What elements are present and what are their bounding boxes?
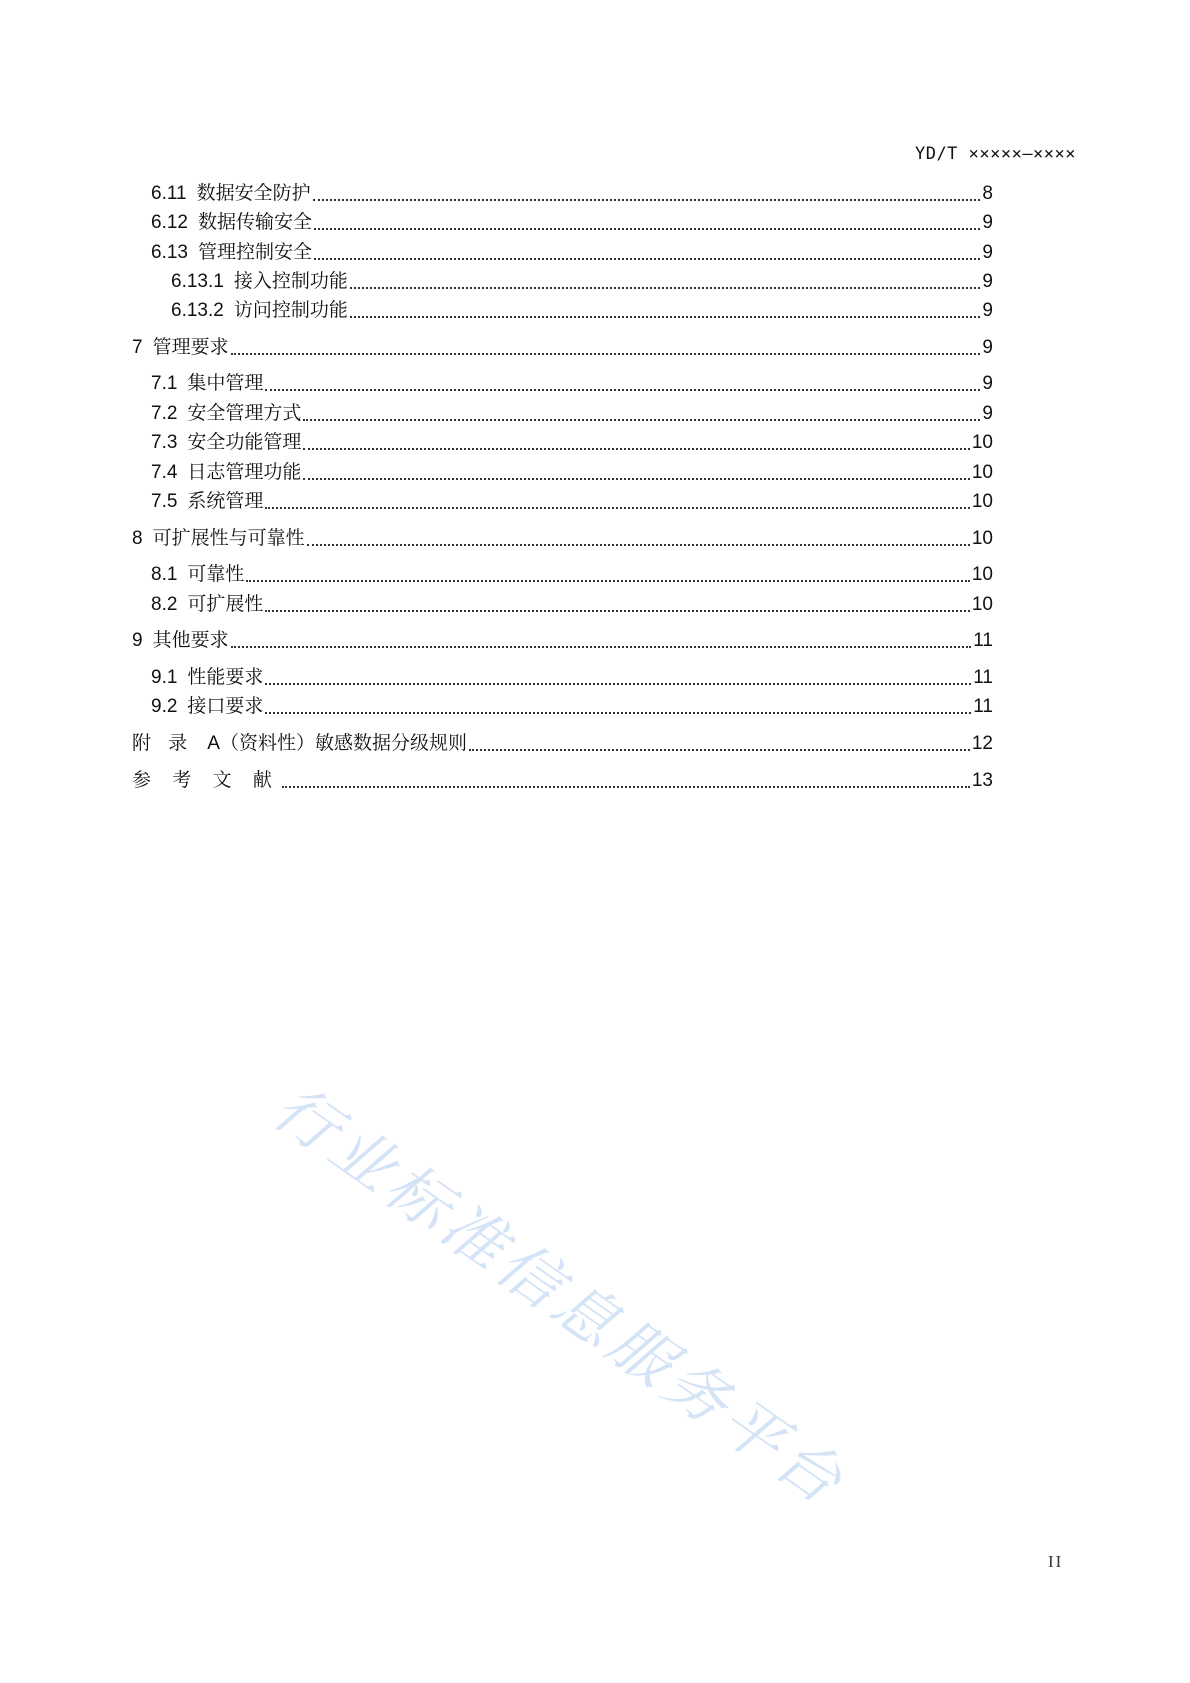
toc-dot-leader bbox=[246, 579, 969, 582]
toc-entry-references[interactable] bbox=[132, 769, 993, 793]
page-number: II bbox=[1048, 1552, 1064, 1571]
toc-entry-title: 系统管理 bbox=[187, 491, 264, 512]
toc-entry-number: 9.2 bbox=[151, 696, 178, 717]
toc-entry-7-1[interactable] bbox=[151, 372, 993, 396]
toc-entry-6-11[interactable] bbox=[151, 182, 993, 206]
toc-entry-number: 6.13.1 bbox=[171, 271, 224, 292]
toc-entry-9-2[interactable] bbox=[151, 695, 993, 719]
toc-entry-number: 6.11 bbox=[151, 183, 187, 204]
toc-dot-leader bbox=[303, 447, 969, 450]
toc-entry-7-5[interactable] bbox=[151, 490, 993, 514]
watermark-text: 行业标准信息服务平台 bbox=[260, 1070, 860, 1521]
toc-entry-6-13[interactable] bbox=[151, 241, 993, 265]
toc-entry-page: 8 bbox=[982, 183, 993, 204]
toc-entry-page: 11 bbox=[973, 667, 993, 688]
toc-entry-7-2[interactable] bbox=[151, 402, 993, 426]
toc-entry-number: 6.13.2 bbox=[171, 300, 224, 321]
toc-entry-title: 数据安全防护 bbox=[196, 183, 311, 204]
toc-dot-leader bbox=[231, 645, 972, 648]
toc-dot-leader bbox=[350, 286, 981, 289]
toc-entry-appendix-a[interactable] bbox=[132, 732, 993, 756]
toc-entry-7[interactable] bbox=[132, 336, 993, 360]
toc-entry-number: 7.2 bbox=[151, 403, 178, 424]
toc-entry-title: 接口要求 bbox=[187, 696, 264, 717]
toc-entry-title: 可扩展性 bbox=[187, 594, 264, 615]
toc-entry-number: 6.12 bbox=[151, 212, 188, 233]
toc-entry-page: 10 bbox=[971, 491, 993, 512]
toc-entry-page: 10 bbox=[971, 594, 993, 615]
toc-entry-page: 10 bbox=[971, 462, 993, 483]
toc-entry-9[interactable] bbox=[132, 629, 993, 653]
toc-entry-page: 9 bbox=[982, 212, 993, 233]
toc-entry-number: 8.2 bbox=[151, 594, 178, 615]
toc-dot-leader bbox=[303, 477, 969, 480]
toc-entry-page: 13 bbox=[971, 770, 993, 791]
toc-entry-page: 12 bbox=[971, 733, 993, 754]
toc-entry-7-3[interactable] bbox=[151, 431, 993, 455]
toc-dot-leader bbox=[303, 418, 980, 421]
toc-entry-title: 安全功能管理 bbox=[187, 432, 302, 453]
toc-entry-number: 7.4 bbox=[151, 462, 178, 483]
toc-entry-page: 9 bbox=[982, 373, 993, 394]
toc-entry-6-12[interactable] bbox=[151, 211, 993, 235]
toc-entry-number: 8.1 bbox=[151, 564, 178, 585]
toc-entry-title: 接入控制功能 bbox=[233, 271, 348, 292]
toc-entry-title: 访问控制功能 bbox=[233, 300, 348, 321]
toc-entry-title: 安全管理方式 bbox=[187, 403, 302, 424]
toc-entry-number: 7.3 bbox=[151, 432, 178, 453]
toc-dot-leader bbox=[314, 227, 980, 230]
toc-entry-number: 7.1 bbox=[151, 373, 178, 394]
toc-dot-leader bbox=[350, 315, 981, 318]
toc-entry-page: 10 bbox=[971, 528, 993, 549]
toc-entry-page: 9 bbox=[982, 403, 993, 424]
toc-entry-page: 9 bbox=[982, 300, 993, 321]
toc-entry-title: 管理要求 bbox=[152, 337, 229, 358]
toc-entry-title: 可扩展性与可靠性 bbox=[152, 528, 305, 549]
toc-dot-leader bbox=[231, 352, 981, 355]
toc-entry-8-1[interactable] bbox=[151, 563, 993, 587]
toc-dot-leader bbox=[282, 785, 970, 788]
toc-entry-title: A（资料性）敏感数据分级规则 bbox=[207, 733, 467, 754]
toc-entry-page: 11 bbox=[973, 696, 993, 717]
toc-dot-leader bbox=[469, 748, 970, 751]
toc-entry-title: 其他要求 bbox=[152, 630, 229, 651]
toc-entry-page: 9 bbox=[982, 337, 993, 358]
toc-entry-7-4[interactable] bbox=[151, 461, 993, 485]
toc-entry-number: 7.5 bbox=[151, 491, 178, 512]
toc-entry-title: 数据传输安全 bbox=[197, 212, 312, 233]
toc-entry-page: 11 bbox=[973, 630, 993, 651]
toc-dot-leader bbox=[265, 388, 980, 391]
toc-entry-title: 集中管理 bbox=[187, 373, 264, 394]
toc-dot-leader bbox=[265, 609, 969, 612]
toc-entry-title: 性能要求 bbox=[187, 667, 264, 688]
toc-entry-number: 7 bbox=[132, 337, 143, 358]
toc-entry-title: 可靠性 bbox=[187, 564, 245, 585]
toc-entry-6-13-1[interactable] bbox=[171, 270, 993, 294]
toc-dot-leader bbox=[307, 543, 970, 546]
toc-entry-title: 日志管理功能 bbox=[187, 462, 302, 483]
toc-dot-leader bbox=[314, 257, 980, 260]
toc-dot-leader bbox=[313, 198, 981, 201]
toc-dot-leader bbox=[265, 711, 971, 714]
toc-entry-6-13-2[interactable] bbox=[171, 299, 993, 323]
toc-entry-number: 9.1 bbox=[151, 667, 178, 688]
document-code-header: YD/T ×××××—×××× bbox=[914, 144, 1076, 164]
toc-entry-number: 参 考 文 献 bbox=[132, 770, 280, 791]
toc-dot-leader bbox=[265, 506, 969, 509]
toc-entry-number: 8 bbox=[132, 528, 143, 549]
toc-entry-9-1[interactable] bbox=[151, 666, 993, 690]
toc-entry-title: 管理控制安全 bbox=[197, 242, 312, 263]
toc-entry-page: 9 bbox=[982, 271, 993, 292]
toc-dot-leader bbox=[265, 682, 971, 685]
toc-entry-page: 9 bbox=[982, 242, 993, 263]
toc-entry-8-2[interactable] bbox=[151, 593, 993, 617]
toc-entry-8[interactable] bbox=[132, 527, 993, 551]
toc-entry-page: 10 bbox=[971, 432, 993, 453]
toc-entry-page: 10 bbox=[971, 564, 993, 585]
toc-entry-number: 9 bbox=[132, 630, 143, 651]
toc-entry-number: 附 录 bbox=[132, 733, 194, 754]
toc-entry-number: 6.13 bbox=[151, 242, 188, 263]
